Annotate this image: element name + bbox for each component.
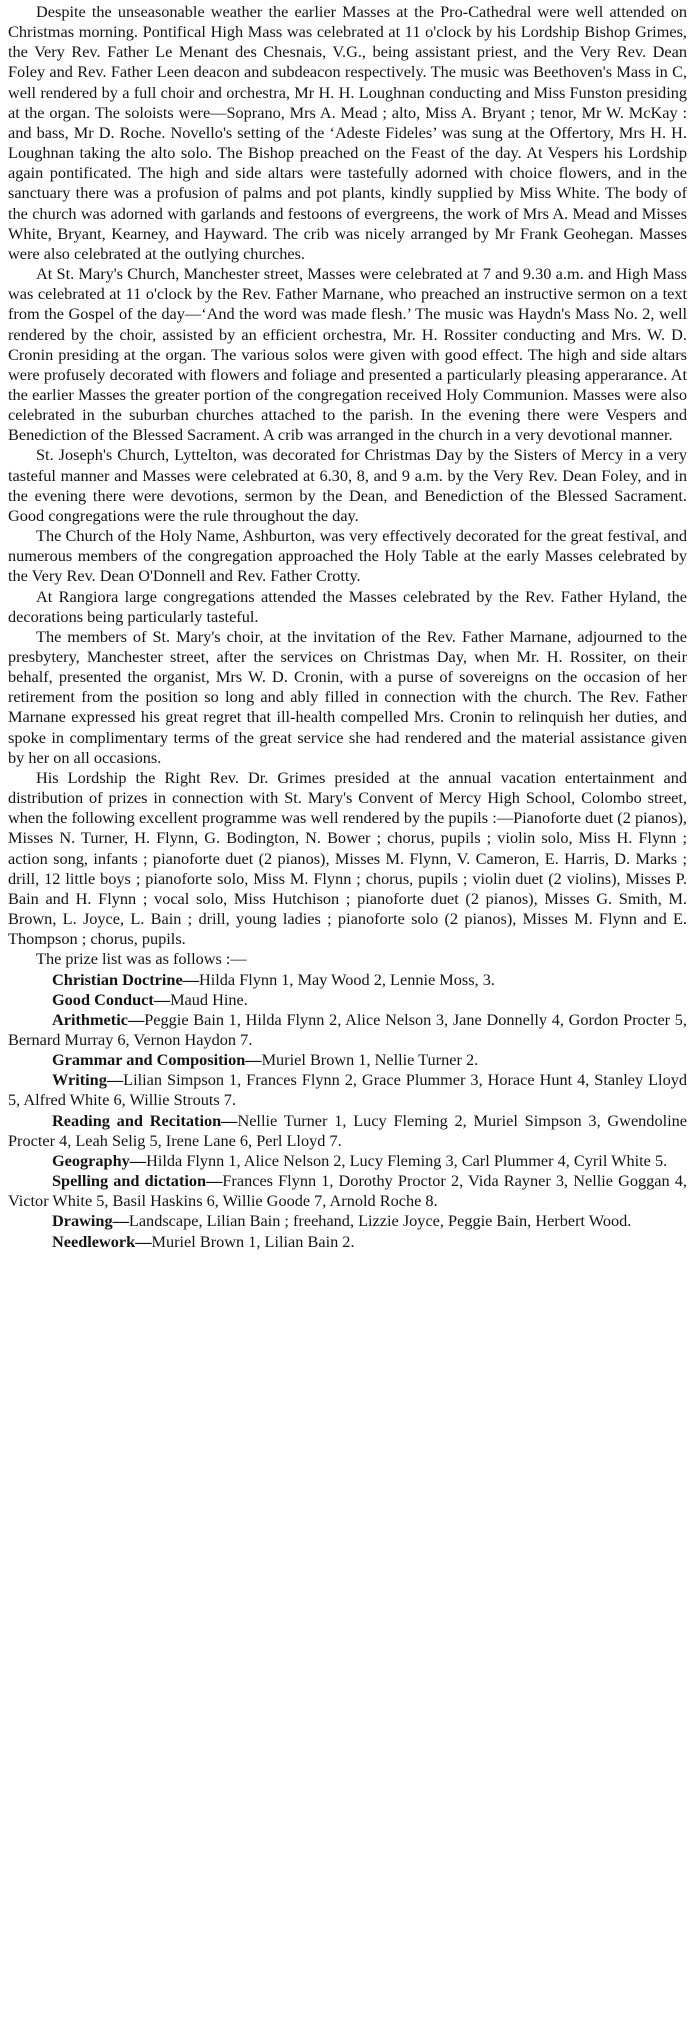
prize-list-intro: The prize list was as follows :— [36, 949, 247, 969]
prize-winners: Landscape, Lilian Bain ; freehand, Lizzie Joyce, Peggie Bain, Herbert Wood. [128, 1211, 632, 1231]
prize-entry [8, 1151, 687, 1171]
prize-winners: Nellie Turner 1, Lucy Fleming 2, Muriel Simpson 3, Gwendoline Procter 4, Leah Selig 5, Irene Lane 6, Perl Lloyd 7. [8, 1110, 688, 1150]
prize-entry [8, 1070, 687, 1110]
prize-category: Grammar and Composition [52, 1050, 246, 1070]
prize-winners: Hilda Flynn 1, May Wood 2, Lennie Moss, 3. [198, 969, 495, 989]
prize-winners: Frances Flynn 1, Dorothy Proctor 2, Vida Rayner 3, Nellie Goggan 4, Victor White 5, Basil Haskins 6, Willie Goode 7, Arnold Roche 8. [8, 1171, 687, 1211]
article-body [8, 2, 687, 949]
prize-dash: — [127, 1009, 145, 1029]
paragraph-st-marys: At St. Mary's Church, Manchester street, Masses were celebrated at 7 and 9.30 a.m. and High Mass was celebrated at 11 o'clock by the Rev. Father Marnane, who preached an instructive sermon on a text from the Gospel of the day—‘And the word was made flesh.’ The music was Haydn's Mass No. 2, well rendered by the choir, assisted by an efficient orchestra, Mr. H. Rossiter conducting and Mrs. W. D. Cronin presiding at the organ. The various solos were given with good effect. The high and side altars were profusely decorated with flowers and foliage and presented a particularly pleasing apperarance. At the earlier Masses the greater portion of the congregation received Holy Communion. Masses were also celebrated in the suburban churches attached to the parish. In the evening there were Vespers and Benediction of the Blessed Sacrament. A crib was arranged in the church in a very devotional manner. [8, 264, 687, 445]
prize-list [8, 949, 687, 1251]
prize-dash: — [153, 989, 171, 1009]
prize-category: Reading and Recitation [52, 1110, 222, 1130]
prize-entry [8, 1171, 687, 1211]
prize-entry [8, 1010, 687, 1050]
prize-winners: Peggie Bain 1, Hilda Flynn 2, Alice Nelson 3, Jane Donnelly 4, Gordon Procter 5, Bernard Murray 6, Vernon Haydon 7. [8, 1009, 687, 1049]
paragraph-rangiora: At Rangiora large congregations attended the Masses celebrated by the Rev. Father Hyland, the decorations being particularly tasteful. [8, 586, 687, 626]
prize-dash: — [182, 969, 199, 989]
paragraph-choir-presentation: The members of St. Mary's choir, at the invitation of the Rev. Father Marnane, adjourned to the presbytery, Manchester street, after the services on Christmas Day, when Mr. H. Rossiter, on their behalf, presented the organist, Mrs W. D. Cronin, with a purse of sovereigns on the occasion of her retirement from the position so long and ably filled in connection with the church. The Rev. Father Marnane expressed his great regret that ill-health compelled Mrs. Cronin to relinquish her duties, and spoke in complimentary terms of the great service she had rendered and the material assistance given by her on all occasions. [8, 626, 687, 767]
prize-dash: — [112, 1211, 129, 1231]
paragraph-ashburton: The Church of the Holy Name, Ashburton, was very effectively decorated for the great festival, and numerous members of the congregation approached the Holy Table at the early Masses celebrated by the Very Rev. Dean O'Donnell and Rev. Father Crotty. [8, 526, 687, 586]
prize-winners: Lilian Simpson 1, Frances Flynn 2, Grace Plummer 3, Horace Hunt 4, Stanley Lloyd 5, Alfred White 6, Willie Strouts 7. [8, 1070, 687, 1110]
prize-category: Good Conduct [52, 989, 154, 1009]
prize-entry [8, 970, 687, 990]
paragraph-prize-entertainment: His Lordship the Right Rev. Dr. Grimes presided at the annual vacation entertainment and distribution of prizes in connection with St. Mary's Convent of Mercy High School, Colombo street, when the following excellent programme was well rendered by the pupils :—Pianoforte duet (2 pianos), Misses N. Turner, H. Flynn, G. Bodington, N. Bower ; chorus, pupils ; violin solo, Miss H. Flynn ; action song, infants ; pianoforte duet (2 pianos), Misses M. Flynn, V. Cameron, E. Harris, D. Marks ; drill, 12 little boys ; pianoforte solo, Miss M. Flynn ; chorus, pupils ; violin duet (2 violins), Misses P. Bain and H. Flynn ; vocal solo, Miss Hutchison ; pianoforte duet (2 pianos), Misses G. Smith, M. Brown, L. Joyce, L. Bain ; drill, young ladies ; pianoforte solo (2 pianos), Misses M. Flynn and E. Thompson ; chorus, pupils. [8, 767, 687, 949]
paragraph-pro-cathedral: Despite the unseasonable weather the earlier Masses at the Pro-Cathedral were well attended on Christmas morning. Pontifical High Mass was celebrated at 11 o'clock by his Lordship Bishop Grimes, the Very Rev. Father Le Menant des Chesnais, V.G., being assistant priest, and the Very Rev. Dean Foley and Rev. Father Leen deacon and subdeacon respectively. The music was Beethoven's Mass in C, well rendered by a full choir and orchestra, Mr H. H. Loughnan conducting and Miss Funston presiding at the organ. The soloists were—Soprano, Mrs A. Mead ; alto, Miss A. Bryant ; tenor, Mr W. McKay : and bass, Mr D. Roche. Novello's setting of the ‘Adeste Fideles’ was sung at the Offertory, Mrs H. H. Loughnan taking the alto solo. The Bishop preached on the Feast of the day. At Vespers his Lordship again pontificated. The high and side altars were tastefully adorned with choice flowers, and in the sanctuary there was a profusion of palms and pot plants, kindly supplied by Miss White. The body of the church was adorned with garlands and festoons of evergreens, the work of Mrs A. Mead and Misses White, Bryant, Kearney, and Hayward. The crib was nicely arranged by Mr Frank Geohegan. Masses were also celebrated at the outlying churches. [8, 2, 687, 263]
prize-category: Writing [52, 1070, 107, 1090]
prize-dash: — [206, 1171, 223, 1191]
prize-category: Needlework [52, 1231, 136, 1251]
prize-entry [8, 1232, 687, 1252]
prize-winners: Muriel Brown 1, Nellie Turner 2. [261, 1050, 479, 1070]
prize-category: Arithmetic [52, 1009, 128, 1029]
paragraph-lyttelton: St. Joseph's Church, Lyttelton, was decorated for Christmas Day by the Sisters of Mercy in a very tasteful manner and Masses were celebrated at 6.30, 8, and 9 a.m. by the Very Rev. Dean Foley, and in the evening there were devotions, sermon by the Dean, and Benediction of the Blessed Sacrament. Good congregations were the rule throughout the day. [8, 445, 687, 525]
prize-dash: — [106, 1070, 124, 1090]
prize-winners: Hilda Flynn 1, Alice Nelson 2, Lucy Fleming 3, Carl Plummer 4, Cyril White 5. [146, 1150, 668, 1170]
prize-dash: — [221, 1110, 238, 1130]
prize-winners: Maud Hine. [170, 989, 248, 1009]
prize-category: Geography [52, 1150, 130, 1170]
prize-entry [8, 1211, 687, 1231]
prize-entry [8, 990, 687, 1010]
prize-category: Drawing [52, 1211, 113, 1231]
prize-winners: Muriel Brown 1, Lilian Bain 2. [151, 1231, 355, 1251]
prize-category: Spelling and dictation [52, 1171, 207, 1191]
prize-category: Christian Doctrine [52, 969, 183, 989]
prize-dash: — [135, 1231, 152, 1251]
prize-dash: — [245, 1050, 262, 1070]
prize-entry [8, 1050, 687, 1070]
prize-entry [8, 1111, 687, 1151]
prize-dash: — [129, 1150, 147, 1170]
